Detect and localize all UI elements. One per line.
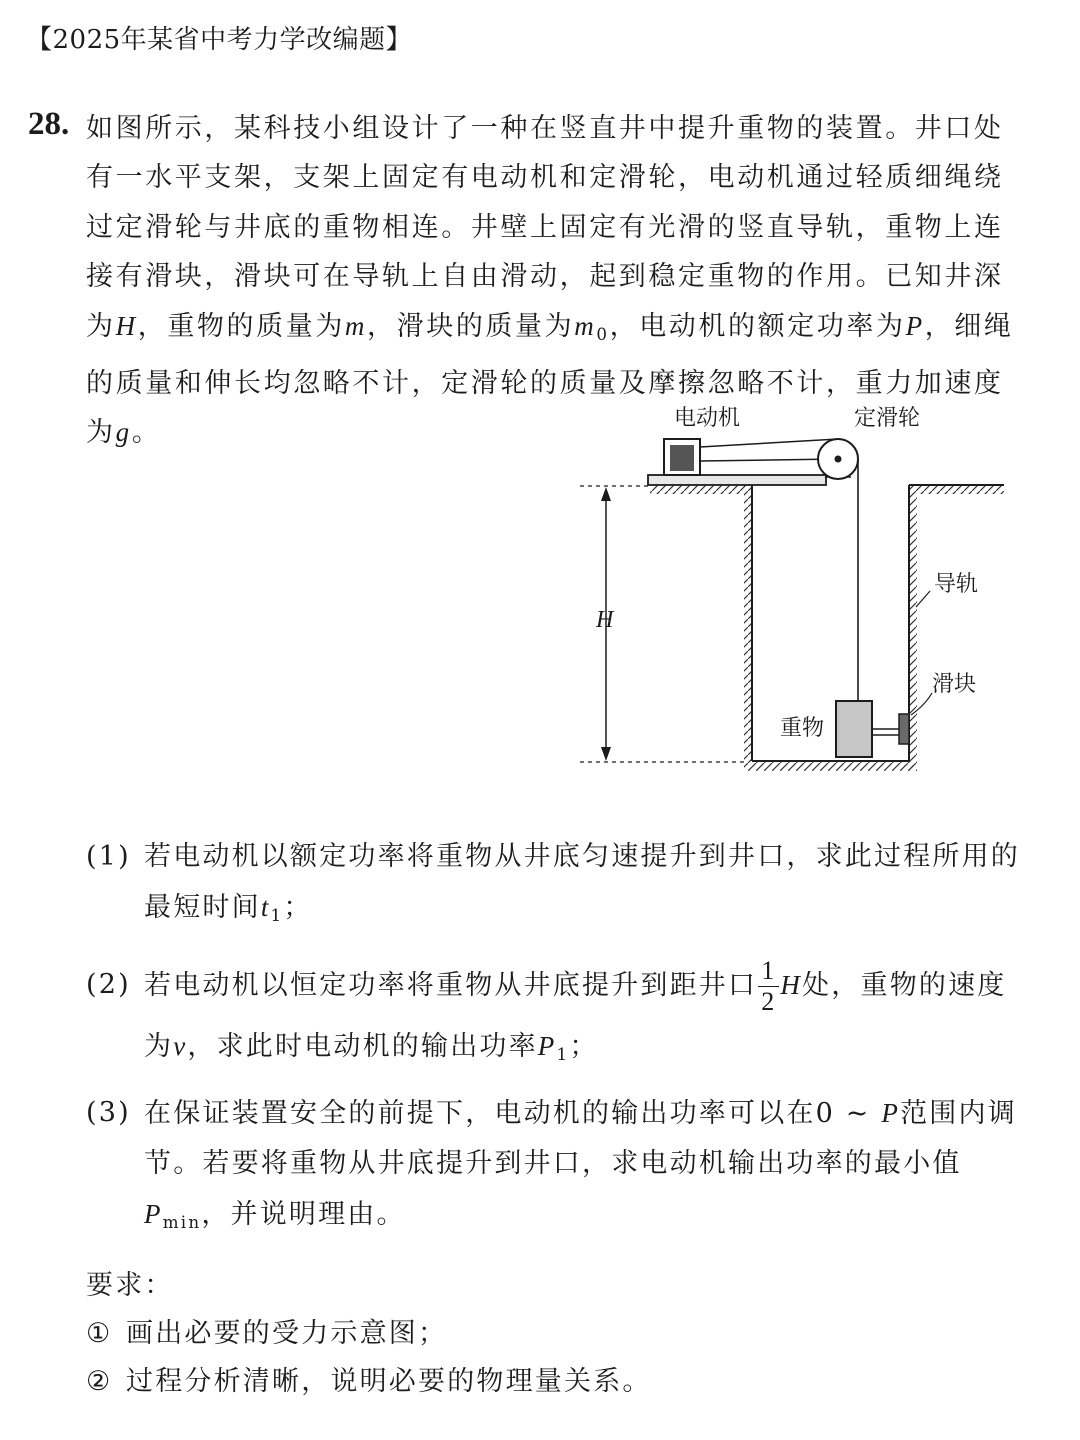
var-t-subscript: 1 xyxy=(270,905,284,926)
pulley-label: 定滑轮 xyxy=(854,406,921,431)
weight-label: 重物 xyxy=(780,716,825,741)
fraction-denominator: 2 xyxy=(761,987,777,1016)
stem-text-1: 如图所示，某科技小组设计了一种在竖直井中提升重物的装置。井口处有一水平支架，支架上固定有电动机和定滑轮，电动机通过轻质细绳绕过定滑轮与井底的重物相连。井壁上固定有光滑的竖直导轨，重物上连接有滑块，滑块可在导轨上自由滑动，起到稳定重物的作用。已知井深为 xyxy=(86,113,1004,342)
stem-text-4: ，电动机的额定功率为 xyxy=(609,310,906,342)
subquestion-number: (3) xyxy=(86,1097,131,1128)
var-P-subscript: 1 xyxy=(556,1044,570,1065)
requirement-item xyxy=(86,1310,652,1358)
requirements-title: 要求： xyxy=(86,1270,174,1301)
subquestion-number: (1) xyxy=(86,841,131,872)
var-P: P xyxy=(905,310,925,341)
requirement-mark: ① xyxy=(86,1318,113,1349)
var-t: t xyxy=(260,892,271,922)
apparatus-diagram xyxy=(580,395,1020,785)
q3-text-1: 在保证装置安全的前提下，电动机的输出功率可以在 xyxy=(144,1098,816,1129)
var-P: P xyxy=(144,1199,163,1229)
q3-text-3: ，并说明理由。 xyxy=(201,1199,406,1230)
var-m0: m xyxy=(574,310,597,341)
stem-text-5: ，细绳的质量和伸长均忽略不计，定滑轮的质量及摩擦忽略不计，重力加速度为 xyxy=(86,310,1014,449)
rail-label: 导轨 xyxy=(934,572,979,597)
var-H: H xyxy=(115,310,138,341)
ground-hatching xyxy=(650,485,1004,771)
fraction-half xyxy=(758,958,779,1015)
q1-text-2: ； xyxy=(283,892,313,923)
bracket xyxy=(648,475,826,485)
motor-label: 电动机 xyxy=(674,406,741,431)
connector-rod xyxy=(872,729,900,735)
q3-text-2: 范围内调节。若要将重物从井底提升到井口，求电动机输出功率的最小值 xyxy=(144,1098,1017,1179)
range-high: P xyxy=(881,1098,901,1128)
depth-label: H xyxy=(596,607,614,633)
requirement-item xyxy=(86,1358,652,1406)
range-low: 0 xyxy=(815,1098,835,1129)
q1-text-1: 若电动机以额定功率将重物从井底匀速提升到井口，求此过程所用的最短时间 xyxy=(144,841,1020,923)
motor xyxy=(664,439,700,475)
q2-text-3: ，求此时电动机的输出功率 xyxy=(187,1031,538,1062)
source-header: 【2025年某省中考力学改编题】 xyxy=(26,25,413,55)
slider xyxy=(899,714,909,744)
requirement-mark: ② xyxy=(86,1366,113,1397)
subquestion-text xyxy=(144,955,1024,1084)
var-P-subscript: min xyxy=(162,1212,202,1233)
var-H: H xyxy=(780,970,803,1000)
question-number: 28. xyxy=(28,106,70,142)
var-m0-subscript: 0 xyxy=(596,323,610,344)
range-tilde: ~ xyxy=(835,1098,882,1129)
subquestion-number: (2) xyxy=(86,969,131,1000)
var-g: g xyxy=(115,417,132,448)
fixed-pulley xyxy=(818,439,858,479)
var-v: v xyxy=(173,1031,188,1061)
q2-text-1: 若电动机以恒定功率将重物从井底提升到距井口 xyxy=(144,970,758,1001)
q2-text-4: ； xyxy=(569,1031,599,1062)
subquestion-text xyxy=(144,1088,1024,1247)
stem-text-6: 。 xyxy=(131,417,162,449)
requirement-text: 画出必要的受力示意图； xyxy=(126,1318,448,1349)
q2-text-2: 处，重物的速度为 xyxy=(144,970,1007,1062)
slider-label: 滑块 xyxy=(932,672,977,697)
requirement-text: 过程分析清晰，说明必要的物理量关系。 xyxy=(126,1366,652,1397)
stem-text-3: ，滑块的质量为 xyxy=(367,310,575,342)
var-P: P xyxy=(537,1031,557,1061)
fraction-numerator: 1 xyxy=(758,958,779,987)
subquestion-text xyxy=(144,832,1024,940)
stem-text-2: ，重物的质量为 xyxy=(137,310,345,342)
var-m: m xyxy=(344,310,368,341)
requirements xyxy=(86,1262,652,1406)
weight xyxy=(836,701,872,757)
